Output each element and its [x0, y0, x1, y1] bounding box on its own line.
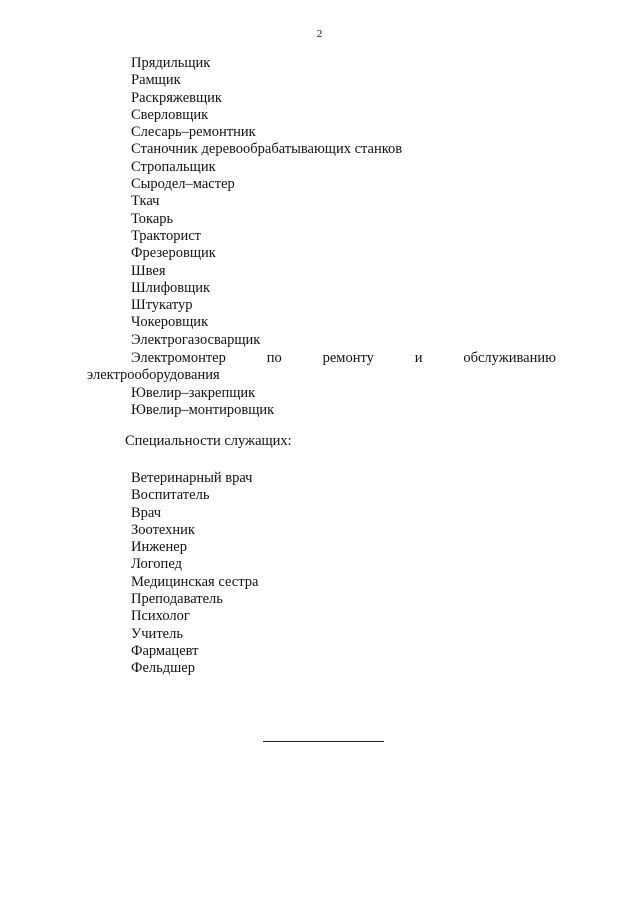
worker-professions-list — [131, 55, 402, 349]
list-item: Сыродел–мастер — [131, 176, 235, 193]
list-item: Раскряжевщик — [131, 89, 222, 106]
list-item: Прядильщик — [131, 55, 211, 71]
list-item: Ткач — [131, 193, 160, 210]
electrician-entry-continuation: электрооборудования — [87, 367, 220, 383]
list-item: Токарь — [131, 210, 174, 227]
list-item: Слесарь–ремонтник — [131, 124, 256, 141]
list-item: Швея — [131, 262, 166, 279]
list-item: Психолог — [131, 608, 190, 625]
list-item: Электрогазосварщик — [131, 331, 261, 348]
list-item: Чокеровщик — [131, 314, 209, 331]
list-item: Воспитатель — [131, 487, 210, 504]
page-number: 2 — [316, 28, 323, 40]
list-item: Ветеринарный врач — [131, 470, 253, 486]
list-item: Медицинская сестра — [131, 573, 259, 590]
list-item: Врач — [131, 504, 162, 521]
employees-section-heading: Специальности служащих: — [125, 433, 292, 449]
electrician-word: и — [414, 350, 423, 366]
closing-rule — [263, 741, 384, 742]
list-item: Тракторист — [131, 227, 202, 244]
list-item: Сверловщик — [131, 106, 209, 123]
list-item: Преподаватель — [131, 591, 223, 608]
employee-specialties-list — [131, 470, 258, 678]
list-item: Стропальщик — [131, 158, 216, 175]
list-item: Зоотехник — [131, 521, 195, 538]
list-item: Ювелир–монтировщик — [131, 402, 275, 419]
list-item: Фрезеровщик — [131, 245, 216, 262]
electrician-word: ремонту — [322, 350, 374, 366]
list-item: Инженер — [131, 539, 187, 556]
electrician-word: по — [266, 350, 282, 366]
list-item: Фельдшер — [131, 660, 195, 677]
list-item: Учитель — [131, 625, 183, 642]
worker-professions-list-continued — [131, 385, 274, 420]
list-item: Шлифовщик — [131, 279, 211, 296]
electrician-entry — [131, 350, 556, 367]
list-item: Ювелир–закрепщик — [131, 385, 256, 401]
electrician-word: обслуживанию — [463, 350, 556, 366]
electrician-word: Электромонтер — [131, 350, 226, 366]
list-item: Штукатур — [131, 297, 193, 314]
list-item: Станочник деревообрабатывающих станков — [131, 141, 403, 158]
list-item: Фармацевт — [131, 642, 199, 659]
list-item: Рамщик — [131, 72, 181, 89]
list-item: Логопед — [131, 556, 182, 573]
